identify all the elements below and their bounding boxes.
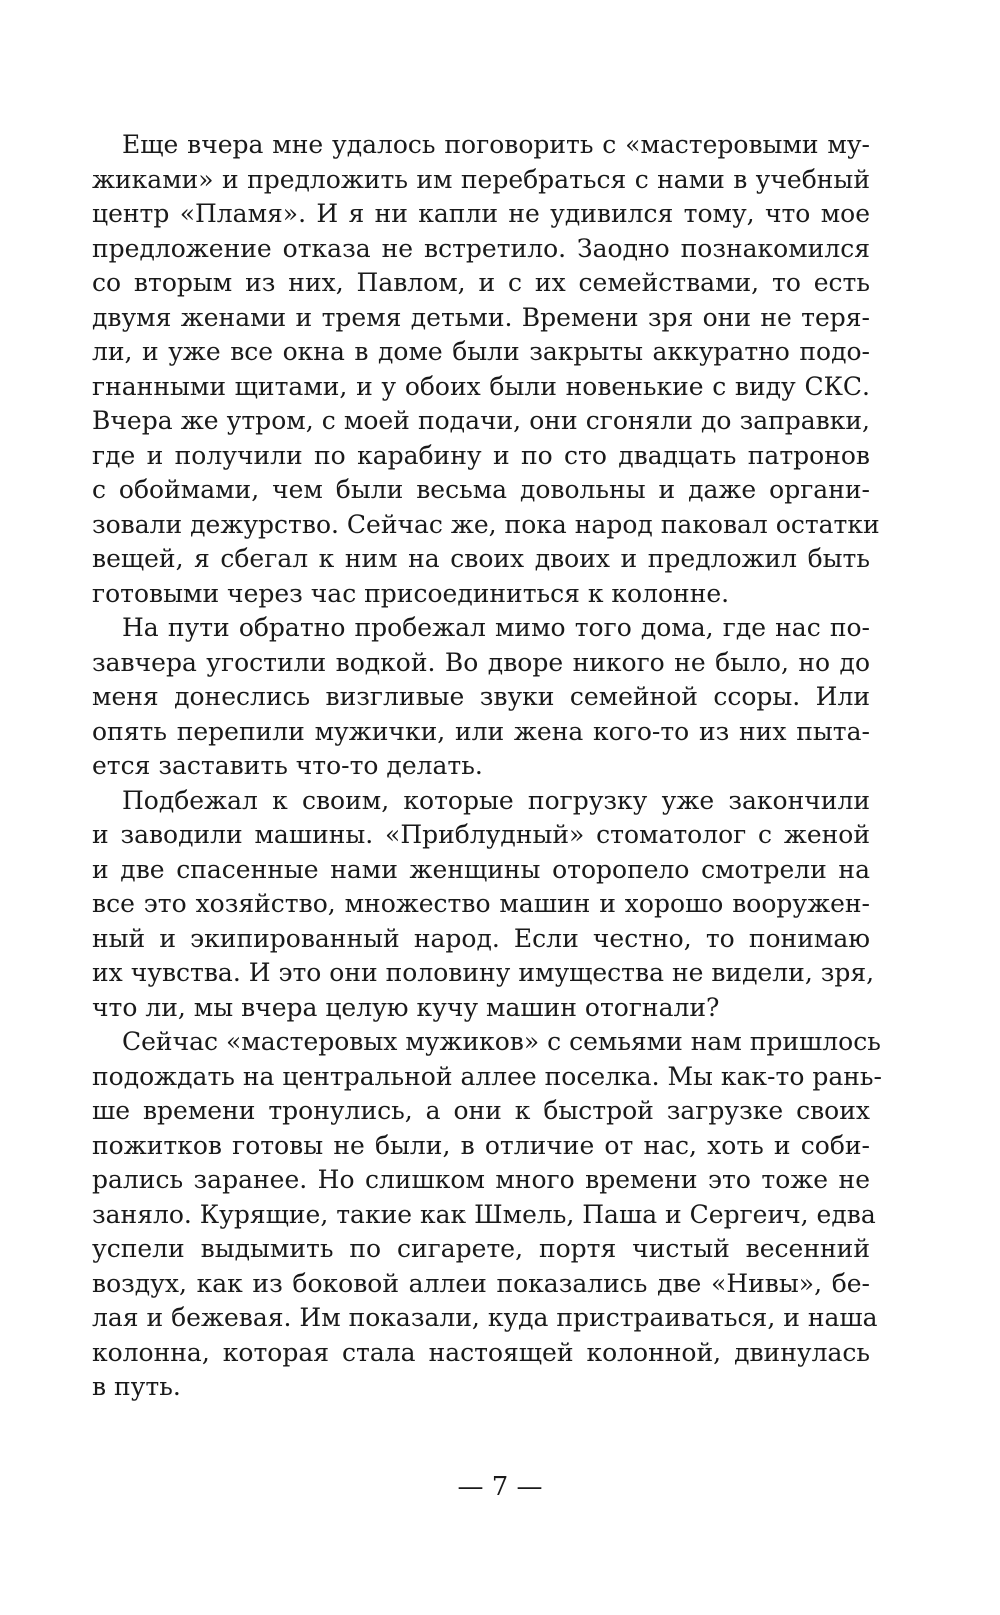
text-line: завчера угостили водкой. Во дворе никого не было, но до [92, 647, 870, 677]
text-line: гнанными щитами, и у обоих были новенькие с виду СКС. [92, 371, 870, 401]
text-line: ше времени тронулись, а они к быстрой загрузке своих [92, 1096, 870, 1125]
text-line: заняло. Курящие, такие как Шмель, Паша и Сергеич, едва [92, 1199, 876, 1229]
text-line: Подбежал к своим, которые погрузку уже закончили [122, 785, 870, 815]
text-line: готовыми через час присоединиться к колонне. [92, 578, 730, 608]
text-line: и заводили машины. «Приблудный» стоматолог с женой [92, 820, 870, 849]
text-line: Сейчас «мастеровых мужиков» с семьями нам пришлось [122, 1027, 881, 1056]
paragraph [92, 1025, 882, 1405]
text-line: опять перепили мужички, или жена кого-то из них пыта- [92, 716, 870, 746]
body-text [92, 128, 882, 1405]
paragraph [92, 128, 880, 611]
text-line: подождать на центральной аллее поселка. Мы как-то рань- [92, 1061, 882, 1091]
text-line: где и получили по карабину и по сто двадцать патронов [92, 440, 870, 470]
text-line: ный и экипированный народ. Если честно, то понимаю [92, 923, 870, 953]
text-line: и две спасенные нами женщины оторопело смотрели на [92, 854, 870, 884]
text-line: колонна, которая стала настоящей колонной, двинулась [92, 1337, 870, 1367]
paragraph [92, 784, 875, 1026]
text-line: что ли, мы вчера целую кучу машин отогнали? [92, 992, 720, 1022]
text-line: все это хозяйство, множество машин и хорошо вооружен- [92, 889, 870, 918]
text-line: их чувства. И это они половину имущества не видели, зря, [92, 958, 875, 987]
text-line: в путь. [92, 1372, 181, 1401]
text-line: со вторым из них, Павлом, и с их семействами, то есть [92, 268, 870, 297]
text-line: Вчера же утром, с моей подачи, они сгоняли до заправки, [92, 406, 870, 435]
text-line: предложение отказа не встретило. Заодно познакомился [92, 233, 870, 263]
text-line: с обоймами, чем были весьма довольны и даже органи- [92, 475, 870, 504]
text-line: На пути обратно пробежал мимо того дома, где нас по- [122, 613, 870, 642]
page-number: — 7 — [457, 1472, 543, 1502]
text-line: пожитков готовы не были, в отличие от нас, хоть и соби- [92, 1130, 870, 1160]
text-line: ется заставить что-то делать. [92, 751, 483, 780]
text-line: меня донеслись визгливые звуки семейной ссоры. Или [92, 682, 870, 711]
text-line: жиками» и предложить им перебраться с нами в учебный [92, 164, 870, 194]
text-line: рались заранее. Но слишком много времени это тоже не [92, 1165, 870, 1194]
text-line: вещей, я сбегал к ним на своих двоих и предложил быть [92, 544, 870, 573]
text-line: ли, и уже все окна в доме были закрыты аккуратно подо- [92, 337, 870, 366]
text-line: Еще вчера мне удалось поговорить с «мастеровыми му- [122, 130, 870, 159]
text-line: воздух, как из боковой аллеи показались две «Нивы», бе- [92, 1268, 870, 1298]
text-line: успели выдымить по сигарете, портя чистый весенний [92, 1234, 870, 1263]
text-line: двумя женами и тремя детьми. Времени зря они не теря- [92, 302, 870, 332]
text-line: зовали дежурство. Сейчас же, пока народ паковал остатки [92, 509, 880, 539]
paragraph [92, 611, 870, 784]
text-line: лая и бежевая. Им показали, куда пристраиваться, и наша [92, 1303, 878, 1332]
text-line: центр «Пламя». И я ни капли не удивился тому, что мое [92, 199, 870, 228]
